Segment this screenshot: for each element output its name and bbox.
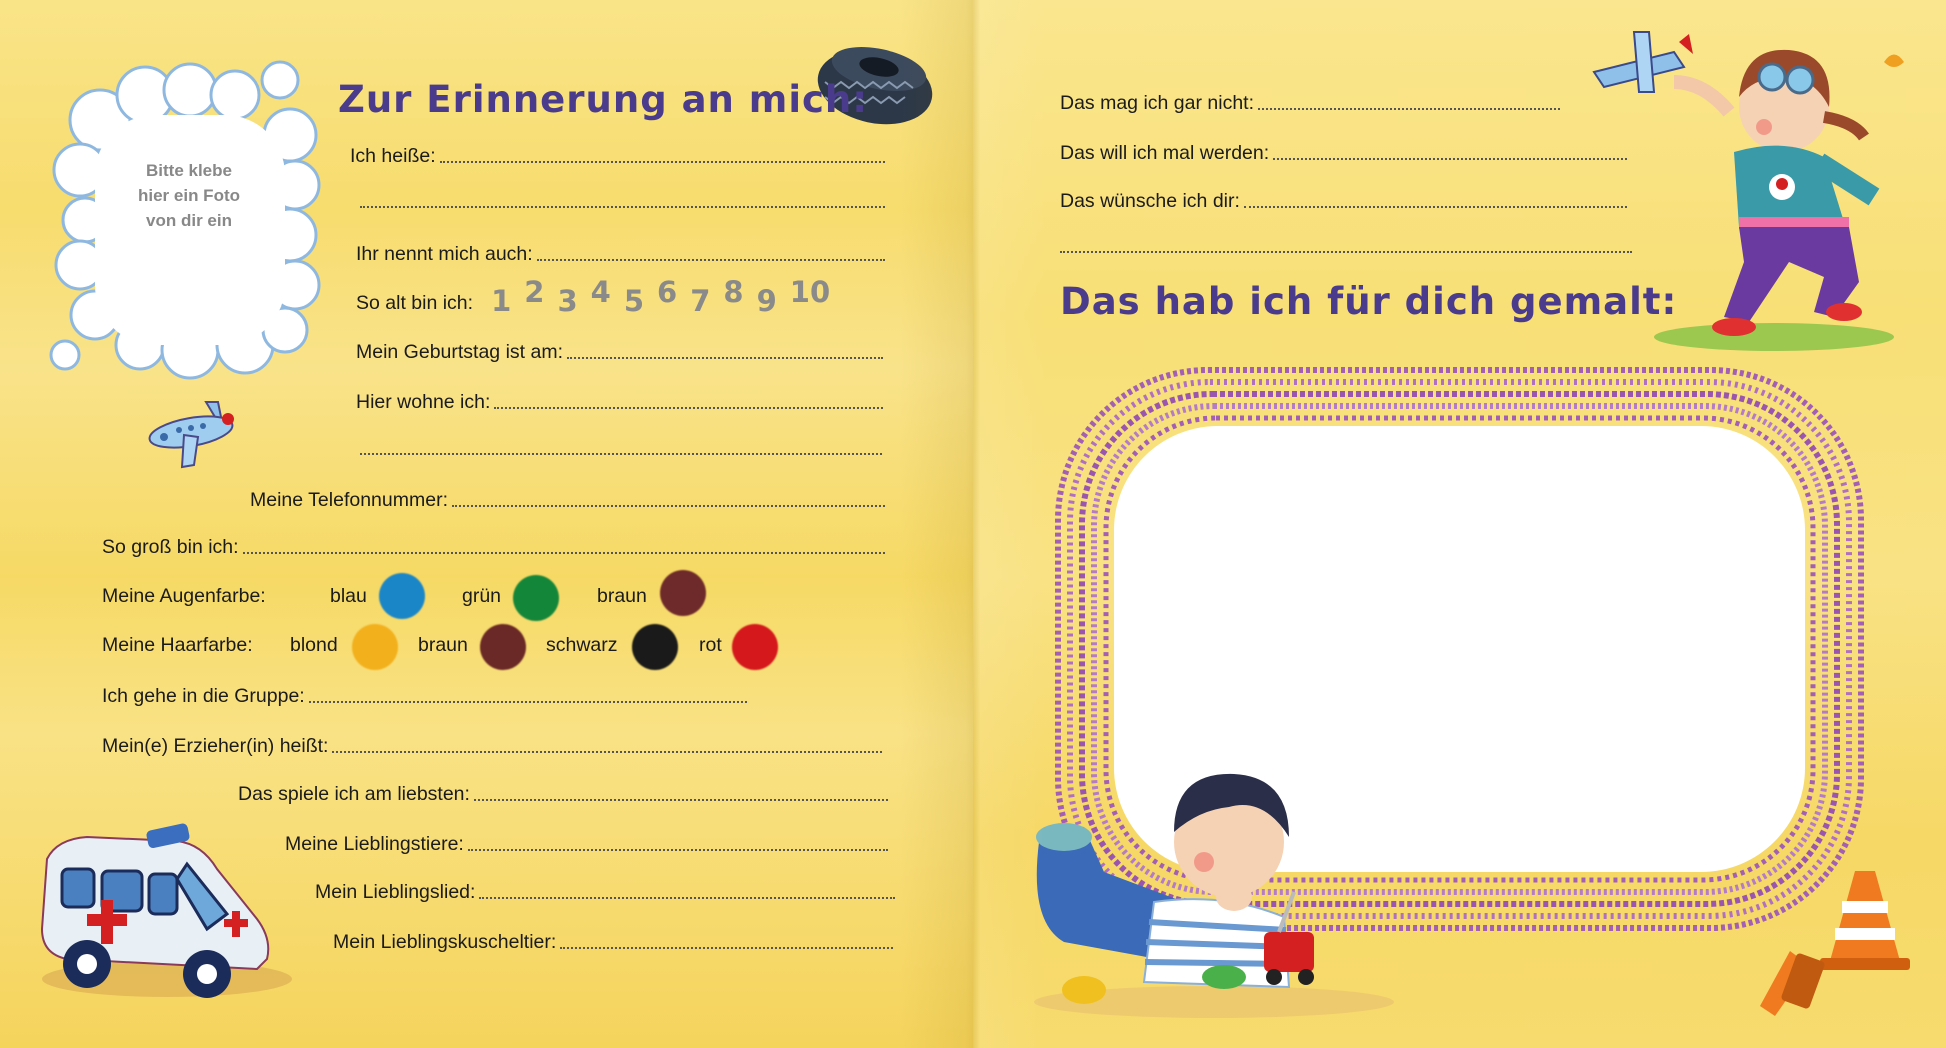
write-line[interactable]: [360, 453, 882, 455]
hair-color-label: blond: [290, 634, 338, 656]
field-label: Ihr nennt mich auch:: [356, 243, 533, 265]
field-dislike[interactable]: [1060, 89, 1560, 115]
field-teacher[interactable]: [102, 732, 882, 758]
field-age: [356, 275, 885, 318]
field-label: Mein(e) Erzieher(in) heißt:: [102, 735, 329, 757]
photo-hint: [93, 158, 285, 233]
field-label: Das wünsche ich dir:: [1060, 190, 1240, 212]
write-line[interactable]: [537, 259, 885, 261]
field-label: Meine Lieblingstiere:: [285, 833, 464, 855]
hair-color-dot-blond[interactable]: [352, 624, 398, 670]
hair-color-label: schwarz: [546, 634, 618, 656]
field-label: Meine Telefonnummer:: [250, 489, 448, 511]
girl-with-airplane-illustration: [1574, 22, 1914, 357]
field-label: So groß bin ich:: [102, 536, 239, 558]
hair-color-label: rot: [699, 634, 722, 656]
hair-color-label: braun: [418, 634, 468, 656]
field-label: Das spiele ich am liebsten:: [238, 783, 470, 805]
write-line[interactable]: [452, 505, 885, 507]
drawing-title: Das hab ich für dich gemalt:: [1060, 280, 1678, 323]
field-label: So alt bin ich:: [356, 292, 474, 314]
field-label: Das mag ich gar nicht:: [1060, 92, 1255, 114]
hair-color-dot-brown[interactable]: [480, 624, 526, 670]
age-option[interactable]: 3: [557, 284, 578, 318]
write-line[interactable]: [1258, 108, 1560, 110]
boy-illustration: [1024, 752, 1404, 1027]
field-label: Ich gehe in die Gruppe:: [102, 685, 305, 707]
write-line[interactable]: [494, 407, 883, 409]
eye-color-dot-green[interactable]: [513, 575, 559, 621]
field-wish[interactable]: [1060, 187, 1627, 213]
write-line[interactable]: [479, 897, 895, 899]
field-future[interactable]: [1060, 139, 1627, 165]
photo-hint-line: hier ein Foto: [138, 186, 240, 205]
right-page: [973, 0, 1946, 1048]
field-label: Mein Lieblingskuscheltier:: [333, 931, 557, 953]
ambulance-illustration: [27, 819, 302, 1004]
field-favorite-plush[interactable]: [333, 928, 893, 954]
field-label: Mein Geburtstag ist am:: [356, 341, 563, 363]
age-option[interactable]: 2: [524, 275, 545, 309]
eye-color-label: grün: [462, 585, 502, 607]
write-line[interactable]: [360, 206, 885, 208]
eye-color-label: braun: [597, 585, 647, 607]
field-favorite-animals[interactable]: [285, 830, 888, 856]
age-option[interactable]: 8: [723, 275, 744, 309]
airplane-illustration: [146, 397, 242, 469]
photo-hint-line: Bitte klebe: [146, 161, 232, 180]
field-birthday[interactable]: [356, 338, 883, 364]
field-label: Ich heiße:: [350, 145, 436, 167]
age-option[interactable]: 5: [623, 284, 645, 318]
write-line[interactable]: [567, 357, 883, 359]
age-option[interactable]: 4: [590, 275, 611, 309]
field-name[interactable]: [350, 142, 885, 168]
traffic-cones-illustration: [1750, 866, 1920, 1021]
write-line[interactable]: [474, 799, 888, 801]
field-label: Das will ich mal werden:: [1060, 142, 1270, 164]
page-title: Zur Erinnerung an mich:: [338, 78, 869, 121]
field-group[interactable]: [102, 682, 747, 708]
field-nickname[interactable]: [356, 240, 885, 266]
write-line[interactable]: [560, 947, 893, 949]
hair-color-dot-black[interactable]: [632, 624, 678, 670]
hair-color-dot-red[interactable]: [732, 624, 778, 670]
eye-color-label: blau: [330, 585, 367, 607]
eye-color-dot-blue[interactable]: [379, 573, 425, 619]
field-label: Meine Augenfarbe:: [102, 585, 266, 607]
age-option[interactable]: 7: [690, 284, 711, 318]
age-option[interactable]: 1: [491, 284, 512, 318]
field-label: Meine Haarfarbe:: [102, 634, 253, 656]
field-phone[interactable]: [250, 486, 885, 512]
field-favorite-song[interactable]: [315, 878, 895, 904]
write-line[interactable]: [1060, 251, 1632, 253]
age-options: [491, 275, 831, 318]
photo-hint-line: von dir ein: [146, 211, 232, 230]
write-line[interactable]: [440, 161, 885, 163]
age-option[interactable]: 6: [657, 275, 678, 309]
write-line[interactable]: [332, 751, 882, 753]
write-line[interactable]: [243, 552, 885, 554]
write-line[interactable]: [1244, 206, 1627, 208]
age-option[interactable]: 9: [756, 284, 777, 318]
field-address[interactable]: [356, 388, 883, 414]
field-favorite-game[interactable]: [238, 780, 888, 806]
field-label: Hier wohne ich:: [356, 391, 491, 413]
eye-color-dot-brown[interactable]: [660, 570, 706, 616]
field-height[interactable]: [102, 533, 885, 559]
age-option[interactable]: 10: [789, 275, 831, 309]
write-line[interactable]: [309, 701, 747, 703]
write-line[interactable]: [468, 849, 888, 851]
field-label: Mein Lieblingslied:: [315, 881, 476, 903]
